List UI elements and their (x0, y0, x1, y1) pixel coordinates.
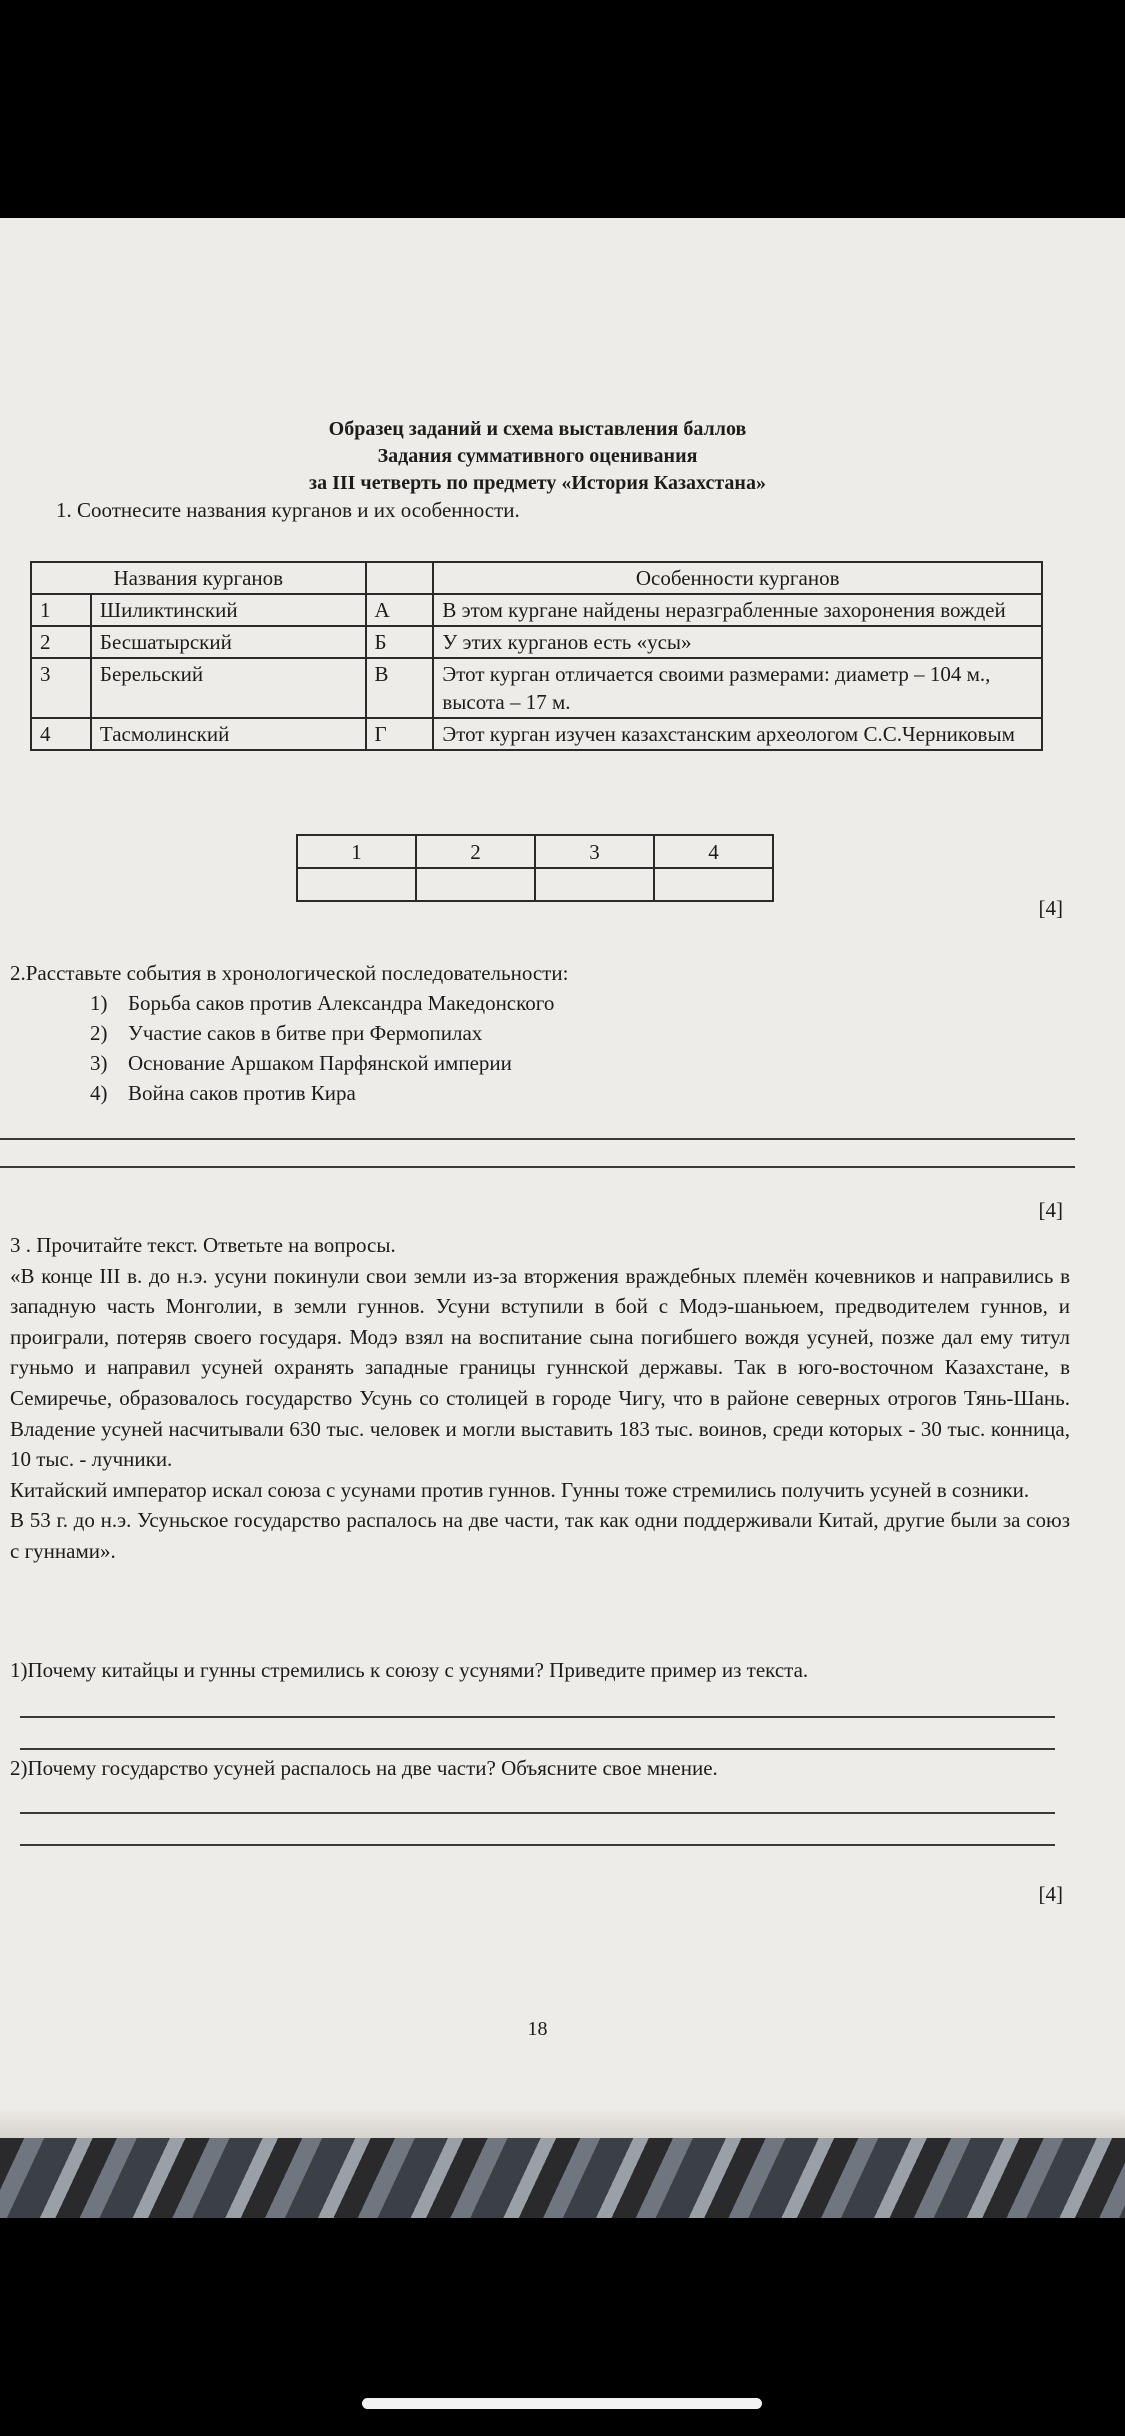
feature-letter: В (366, 658, 434, 718)
task3 (10, 1230, 1070, 1567)
row-number: 4 (31, 718, 91, 750)
answer-col-3: 3 (535, 835, 654, 868)
feature-letter: А (366, 594, 434, 626)
list-item: 3) Основание Аршаком Парфянской империи (90, 1051, 512, 1075)
list-item: 4) Война саков против Кира (90, 1081, 356, 1105)
page-number: 18 (527, 2018, 548, 2040)
answer-cell-3[interactable] (535, 868, 654, 901)
row-number: 3 (31, 658, 91, 718)
answer-line[interactable] (20, 1716, 1055, 1718)
page-header (0, 416, 1075, 497)
task3-title: 3 . Прочитайте текст. Ответьте на вопросы. (10, 1233, 396, 1257)
kurgan-feature: У этих курганов есть «усы» (433, 626, 1042, 658)
task3-paragraph-1: «В конце III в. до н.э. усуни покинули свои земли из-за вторжения враждебных племён кочевников и направились в западную часть Монголии, в земли гуннов. Усуни вступили в бой с Модэ-шаньюем, предводителем гуннов, и проиграли, потеряв своего государя. Модэ взял на воспитание сына погибшего вождя усуней, позже дал ему титул гуньмо и направил усуней охранять западные границы гуннской державы. Так в юго-восточном Казахстане, в Семиречье, образовалось государство Усунь со столицей в городе Чигу, что в районе северных отрогов Тянь-Шань. Владение усуней насчитывали 630 тыс. человек и могли выставить 183 тыс. воинов, среди которых - 30 тыс. конница, 10 тыс. - лучники. (10, 1263, 1070, 1472)
background-fabric (0, 2138, 1125, 2218)
task3-question-2: 2)Почему государство усуней распалось на две части? Объясните свое мнение. (10, 1756, 718, 1780)
col-features-header: Особенности курганов (433, 562, 1042, 594)
task2-score: [4] (1038, 1198, 1063, 1222)
answer-line[interactable] (0, 1166, 1075, 1168)
answer-input-row (297, 868, 773, 901)
answer-cell-2[interactable] (416, 868, 535, 901)
list-item: 1) Борьба саков против Александра Македонского (90, 991, 555, 1015)
answer-line[interactable] (20, 1812, 1055, 1814)
kurgan-feature: В этом кургане найдены неразграбленные захоронения вождей (433, 594, 1042, 626)
document-photo (0, 218, 1125, 2218)
task1-title: 1. Соотнесите названия курганов и их особенности. (56, 498, 520, 522)
kurgan-feature: Этот курган изучен казахстанским археологом С.С.Черниковым (433, 718, 1042, 750)
header-line-1: Образец заданий и схема выставления баллов (328, 418, 747, 440)
answer-cell-1[interactable] (297, 868, 416, 901)
answer-cell-4[interactable] (654, 868, 773, 901)
task2-title: 2.Расставьте события в хронологической последовательности: (10, 961, 569, 985)
kurgan-feature: Этот курган отличается своими размерами: диаметр – 104 м., высота – 17 м. (433, 658, 1042, 718)
task1-score: [4] (1038, 896, 1063, 920)
table-row (31, 718, 1042, 750)
answer-col-4: 4 (654, 835, 773, 868)
row-number: 2 (31, 626, 91, 658)
table-row (31, 658, 1042, 718)
answer-line[interactable] (20, 1748, 1055, 1750)
task3-paragraph-3: В 53 г. до н.э. Усуньское государство распалось на две части, так как одни поддерживали Китай, другие были за союз с гуннами». (10, 1508, 1070, 1563)
worksheet-page (0, 218, 1125, 2138)
task3-question-1: 1)Почему китайцы и гунны стремились к союзу с усунями? Приведите пример из текста. (10, 1658, 809, 1682)
feature-letter: Г (366, 718, 434, 750)
home-indicator[interactable] (362, 2398, 762, 2409)
task2-list (90, 988, 568, 1108)
col-names-header: Названия курганов (31, 562, 366, 594)
kurgan-name: Шиликтинский (91, 594, 366, 626)
task2 (10, 958, 568, 1108)
table-row (31, 594, 1042, 626)
col-empty-header (366, 562, 434, 594)
kurgan-name: Бесшатырский (91, 626, 366, 658)
kurgan-name: Тасмолинский (91, 718, 366, 750)
header-line-2: Задания суммативного оценивания (377, 445, 698, 467)
answer-grid (296, 834, 774, 902)
answer-line[interactable] (20, 1844, 1055, 1846)
header-line-3: за III четверть по предмету «История Казахстана» (309, 472, 766, 494)
answer-col-1: 1 (297, 835, 416, 868)
table-header-row (31, 562, 1042, 594)
feature-letter: Б (366, 626, 434, 658)
answer-line[interactable] (0, 1138, 1075, 1140)
answer-col-2: 2 (416, 835, 535, 868)
kurgan-matching-table (30, 561, 1043, 751)
task3-score: [4] (1038, 1882, 1063, 1906)
list-item: 2) Участие саков в битве при Фермопилах (90, 1021, 483, 1045)
row-number: 1 (31, 594, 91, 626)
table-row (31, 626, 1042, 658)
kurgan-name: Берельский (91, 658, 366, 718)
answer-header-row (297, 835, 773, 868)
task3-paragraph-2: Китайский император искал союза с усунами против гуннов. Гунны тоже стремились получить усуней в созники. (10, 1477, 1030, 1502)
